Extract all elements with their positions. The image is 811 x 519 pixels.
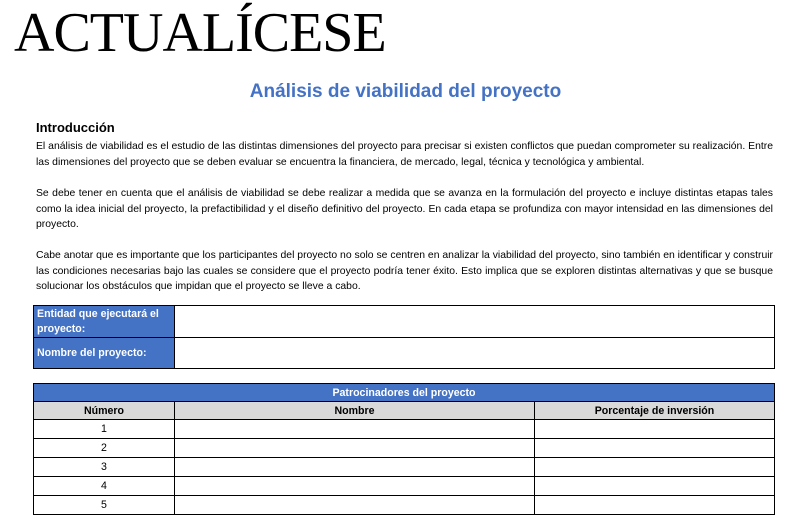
- intro-paragraph-2: Se debe tener en cuenta que el análisis de viabilidad se debe realizar a medida que se avanza en la formulación del proyecto e incluye distintas etapas tales como la idea inicial del proyecto, la prefactibilidad y el diseño definitivo del proyecto. En cada etapa se profundiza con mayor intensidad en las dimensiones del proyecto.: [36, 188, 773, 230]
- intro-heading: Introducción: [36, 120, 115, 135]
- row-number-cell: 3: [34, 458, 175, 477]
- sponsors-title-row: [34, 384, 775, 402]
- sponsors-table-title: Patrocinadores del proyecto: [34, 384, 775, 402]
- row-number-cell: 2: [34, 439, 175, 458]
- row-number-cell: 1: [34, 420, 175, 439]
- intro-paragraph-1: El análisis de viabilidad es el estudio de las distintas dimensiones del proyecto para precisar si existen conflictos que puedan comprometer su realización. Entre las dimensiones del proyecto que se deben evaluar se encuentra la financiera, de mercado, legal, técnica y tecnológica y ambiental.: [36, 141, 773, 168]
- project-name-label: Nombre del proyecto:: [34, 338, 175, 369]
- sponsor-name-cell[interactable]: [175, 477, 535, 496]
- column-header-numero: Número: [34, 402, 175, 420]
- project-name-row: [34, 338, 775, 369]
- intro-paragraph-3: Cabe anotar que es importante que los participantes del proyecto no solo se centren en analizar la viabilidad del proyecto, sino también en identificar y construir las condiciones necesarias bajo las cuales se considere que el proyecto podría tener éxito. Esto implica que se exploren distintas alternativas y que se busque solucionar los obstáculos que impidan que el proyecto se lleve a cabo.: [36, 250, 773, 292]
- investment-percentage-cell[interactable]: [535, 439, 775, 458]
- table-row: [34, 477, 775, 496]
- column-header-porcentaje: Porcentaje de inversión: [535, 402, 775, 420]
- entity-row: [34, 306, 775, 338]
- table-row: [34, 439, 775, 458]
- investment-percentage-cell[interactable]: [535, 477, 775, 496]
- page-title: Análisis de viabilidad del proyecto: [249, 81, 562, 102]
- project-info-table: [33, 305, 775, 369]
- sponsor-name-cell[interactable]: [175, 420, 535, 439]
- row-number-cell: 4: [34, 477, 175, 496]
- brand-logo: ACTUALÍCESE: [14, 2, 386, 64]
- table-row: [34, 420, 775, 439]
- table-row: [34, 496, 775, 515]
- table-row: [34, 458, 775, 477]
- entity-value-cell[interactable]: [175, 306, 775, 338]
- investment-percentage-cell[interactable]: [535, 458, 775, 477]
- sponsor-name-cell[interactable]: [175, 458, 535, 477]
- sponsor-name-cell[interactable]: [175, 439, 535, 458]
- investment-percentage-cell[interactable]: [535, 496, 775, 515]
- entity-label: Entidad que ejecutará el proyecto:: [34, 306, 175, 338]
- sponsors-table: [33, 383, 775, 515]
- investment-percentage-cell[interactable]: [535, 420, 775, 439]
- row-number-cell: 5: [34, 496, 175, 515]
- sponsor-name-cell[interactable]: [175, 496, 535, 515]
- project-name-value-cell[interactable]: [175, 338, 775, 369]
- column-header-nombre: Nombre: [175, 402, 535, 420]
- sponsors-header-row: [34, 402, 775, 420]
